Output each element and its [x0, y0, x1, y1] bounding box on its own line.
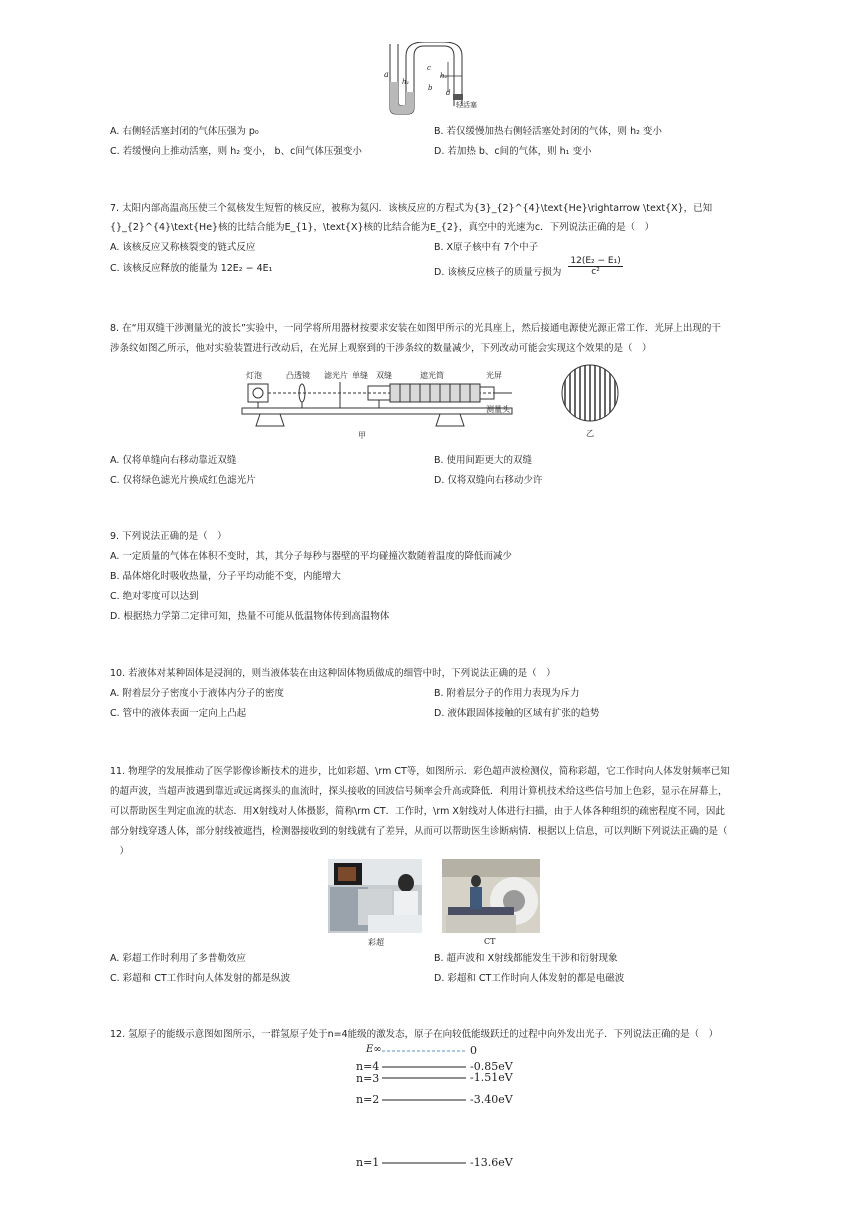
fig-label-d: d	[446, 89, 451, 97]
q9-stem: 9. 下列说法正确的是（ ）	[110, 531, 227, 542]
q9-option-b: B. 晶体熔化时吸收热量，分子平均动能不变，内能增大	[110, 571, 342, 582]
label-screen: 光屏	[486, 371, 502, 380]
q8-option-a: A. 仅将单缝向右移动靠近双缝	[110, 455, 237, 466]
q8-stem-line2: 涉条纹如图乙所示，他对实验装置进行改动后，在光屏上观察到的干涉条纹的数量减少，下列改动可能会实现这个效果的是（ ）	[110, 343, 652, 354]
q11-option-d: D. 彩超和 CT工作时向人体发射的都是电磁波	[434, 973, 625, 984]
q11-stem-line4: 部分射线穿透人体，部分射线被遮挡，检测器接收到的射线就有了差异，从而可以帮助医生诊断病情．根据以上信息，可以判断下列说法正确的是（	[110, 826, 728, 837]
level-3-energy: -1.51eV	[470, 1071, 513, 1084]
ultrasound-photo	[328, 859, 422, 933]
fig-label-piston: 轻活塞	[456, 101, 477, 109]
q7-fraction	[568, 256, 622, 277]
q11-stem-line2: 的超声波，当超声波遇到靠近或远离探头的血流时，探头接收的回波信号频率会升高或降低．利用计算机技术给这些信号加上色彩，显示在屏幕上，	[110, 786, 728, 797]
ct-photo	[442, 859, 540, 933]
label-jia: 甲	[358, 431, 366, 440]
q7-option-a: A. 该核反应又称核裂变的链式反应	[110, 242, 256, 253]
q11-option-a: A. 彩超工作时利用了多普勒效应	[110, 953, 246, 964]
q6-option-c: C. 若缓慢向上推动活塞，则 h₂ 变小， b、c间气体压强变小	[110, 146, 362, 157]
q7-option-d	[434, 256, 623, 282]
level-2-label: n=2	[356, 1093, 380, 1106]
q12-stem: 12. 氢原子的能级示意图如图所示，一群氢原子处于n=4能级的激发态，原子在向较低能级跃迁的过程中向外发出光子．下列说法正确的是（ ）	[110, 1029, 719, 1040]
q7-fraction-den: c²	[591, 267, 600, 277]
q10-option-a: A. 附着层分子密度小于液体内分子的密度	[110, 688, 284, 699]
label-double: 双缝	[376, 371, 392, 380]
level-3-label: n=3	[356, 1072, 380, 1085]
caption-caichao: 彩超	[368, 938, 384, 947]
optical-bench-figure	[240, 364, 530, 444]
q7-fraction-num: 12(E₂ − E₁)	[570, 256, 621, 266]
q11-stem-line3: 可以帮助医生判定血流的状态．用X射线对人体摄影，简称\rm CT．工作时，\rm X射线对人体进行扫描，由于人体各种组织的疏密程度不同，因此	[110, 806, 725, 817]
q8-option-c: C. 仅将绿色滤光片换成红色滤光片	[110, 475, 256, 486]
q8-stem-line1: 8. 在“用双缝干涉测量光的波长”实验中，一同学将所用器材按要求安装在如图甲所示的光具座上，然后接通电源使光源正常工作．光屏上出现的干	[110, 323, 721, 334]
q9-option-a: A. 一定质量的气体在体积不变时，其，其分子每秒与器壁的平均碰撞次数随着温度的降低而减少	[110, 551, 512, 562]
q7-stem-line2: {}_{2}^{4}\text{He}核的比结合能为E_{1}，\text{X}核的比结合能为E_{2}，真空中的光速为c．下列说法正确的是（ ）	[110, 222, 655, 233]
utube-figure	[380, 42, 490, 118]
q11-option-b: B. 超声波和 X射线都能发生干涉和衍射现象	[434, 953, 618, 964]
fig-label-h2: h₂	[440, 72, 448, 80]
q11-option-c: C. 彩超和 CT工作时向人体发射的都是纵波	[110, 973, 291, 984]
q10-option-b: B. 附着层分子的作用力表现为斥力	[434, 688, 580, 699]
q10-option-d: D. 液体跟固体接触的区域有扩张的趋势	[434, 708, 600, 719]
level-4-label: n=4	[356, 1060, 380, 1073]
q11-stem-line1: 11. 物理学的发展推动了医学影像诊断技术的进步，比如彩超、\rm CT等，如图所示．彩色超声波检测仪，简称彩超，它工作时向人体发射频率已知	[110, 766, 730, 777]
level-inf-label: E∞	[366, 1044, 382, 1055]
label-filter: 滤光片	[324, 371, 348, 380]
q8-option-d: D. 仅将双缝向右移动少许	[434, 475, 543, 486]
fringe-pattern-figure	[560, 362, 620, 444]
q7-option-b: B. X原子核中有 7个中子	[434, 242, 539, 253]
q7-option-d-prefix: D. 该核反应核子的质量亏损为	[434, 267, 562, 278]
label-tube: 遮光筒	[420, 371, 444, 380]
q9-option-d: D. 根据热力学第二定律可知，热量不可能从低温物体传到高温物体	[110, 611, 390, 622]
level-1-label: n=1	[356, 1156, 380, 1169]
q8-option-b: B. 使用间距更大的双缝	[434, 455, 533, 466]
level-2-energy: -3.40eV	[470, 1093, 513, 1106]
q10-option-c: C. 管中的液体表面一定向上凸起	[110, 708, 247, 719]
fig-label-h1: h₁	[402, 78, 410, 86]
energy-level-diagram	[352, 1040, 532, 1175]
label-head: 测量头	[486, 405, 510, 414]
caption-ct: CT	[484, 937, 496, 946]
label-light: 灯泡	[246, 371, 262, 380]
fig-label-a: a	[384, 70, 389, 79]
label-yi: 乙	[586, 429, 594, 438]
q11-stem-line5: ）	[110, 846, 130, 857]
level-inf-energy: 0	[470, 1044, 477, 1057]
fig-label-b: b	[428, 84, 433, 92]
q6-option-d: D. 若加热 b、c间的气体，则 h₁ 变小	[434, 146, 592, 157]
label-single: 单缝	[352, 371, 368, 380]
q10-stem: 10. 若液体对某种固体是浸润的，则当液体装在由这种固体物质做成的细管中时，下列说法正确的是（ ）	[110, 668, 556, 679]
level-1-energy: -13.6eV	[470, 1156, 513, 1169]
level-4-energy: -0.85eV	[470, 1060, 513, 1073]
q6-option-a: A. 右侧轻活塞封闭的气体压强为 p₀	[110, 126, 259, 137]
q6-option-b: B. 若仅缓慢加热右侧轻活塞处封闭的气体，则 h₂ 变小	[434, 126, 662, 137]
label-lens: 凸透镜	[286, 371, 310, 380]
fig-label-c: c	[427, 64, 431, 72]
q7-stem-line1: 7. 太阳内部高温高压使三个氦核发生短暂的核反应，被称为氦闪．该核反应的方程式为{3}_{2}^{4}\text{He}\rightarrow \text{X}，已知	[110, 203, 713, 214]
q7-option-c: C. 该核反应释放的能量为 12E₂ − 4E₁	[110, 263, 273, 274]
q9-option-c: C. 绝对零度可以达到	[110, 591, 199, 602]
